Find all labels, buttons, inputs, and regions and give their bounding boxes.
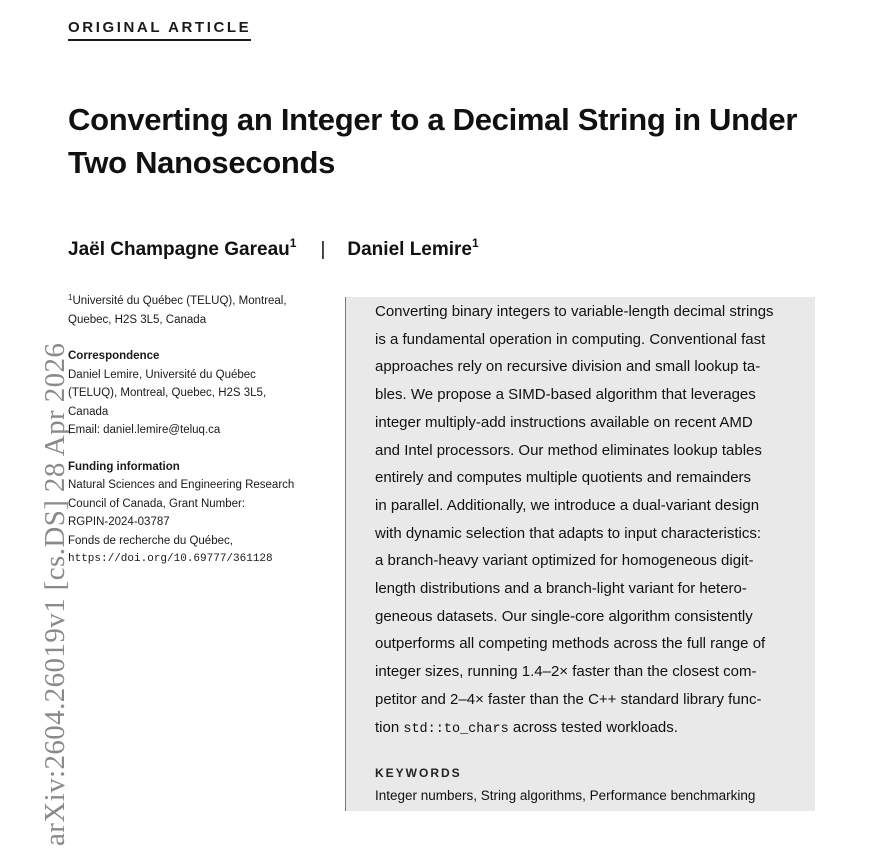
- arxiv-identifier-stamp: arXiv:2604.26019v1 [cs.DS] 28 Apr 2026: [39, 342, 71, 846]
- abstract-line: bles. We propose a SIMD-based algorithm that leverages: [375, 386, 756, 404]
- author-list: [68, 230, 479, 263]
- correspondence-line: (TELUQ), Montreal, Quebec, H2S 3L5,: [68, 387, 267, 399]
- title-line: Two Nanoseconds: [68, 145, 336, 180]
- abstract-line: Converting binary integers to variable-length decimal strings: [375, 303, 774, 320]
- funding-heading: Funding information: [68, 460, 180, 473]
- affiliation-block: [68, 289, 328, 329]
- abstract-line: in parallel. Additionally, we introduce a dual-variant design: [375, 496, 760, 514]
- funding-line: RGPIN-2024-03787: [68, 516, 170, 528]
- abstract-line: integer multiply-add instructions available on recent AMD: [375, 413, 753, 431]
- funding-line: Natural Sciences and Engineering Research: [68, 479, 295, 491]
- paper-title: [68, 98, 858, 184]
- abstract-panel: [345, 297, 815, 811]
- keywords-list: Integer numbers, String algorithms, Performance benchmarking: [375, 788, 756, 804]
- author-name: Daniel Lemire: [347, 239, 472, 260]
- title-line: Converting an Integer to a Decimal String in Under: [68, 102, 798, 137]
- correspondence-email[interactable]: Email: daniel.lemire@teluq.ca: [68, 424, 221, 436]
- abstract-line: and Intel processors. Our method eliminates lookup tables: [375, 441, 762, 459]
- author-affiliation-marker: 1: [472, 236, 479, 250]
- abstract-text: [375, 298, 807, 743]
- abstract-line: integer sizes, running 1.4–2× faster than the closest com-: [375, 663, 757, 681]
- funding-line: Fonds de recherche du Québec,: [68, 534, 233, 547]
- correspondence-block: [68, 366, 328, 440]
- correspondence-line: Canada: [68, 405, 109, 418]
- abstract-line: length distributions and a branch-light variant for hetero-: [375, 580, 747, 598]
- abstract-line: entirely and computes multiple quotients and remainders: [375, 469, 752, 487]
- metadata-sidebar: [68, 289, 328, 569]
- abstract-line: approaches rely on recursive division and small lookup ta-: [375, 358, 761, 376]
- abstract-line-prefix: tion: [375, 718, 404, 736]
- author-name: Jaël Champagne Gareau: [68, 239, 290, 260]
- abstract-line: petitor and 2–4× faster than the C++ standard library func-: [375, 690, 762, 708]
- author-separator: |: [320, 239, 326, 260]
- author-affiliation-marker: 1: [289, 236, 297, 250]
- abstract-inline-code: std::to_chars: [403, 721, 509, 737]
- affiliation-line: Université du Québec (TELUQ), Montreal,: [72, 295, 287, 307]
- affiliation-marker: 1: [68, 293, 73, 302]
- funding-block: [68, 476, 328, 569]
- funding-line: Council of Canada, Grant Number:: [68, 497, 246, 510]
- abstract-line: with dynamic selection that adapts to input characteristics:: [375, 524, 762, 542]
- abstract-line: is a fundamental operation in computing. Conventional fast: [375, 330, 766, 348]
- abstract-line: outperforms all competing methods across the full range of: [375, 635, 766, 653]
- correspondence-heading: Correspondence: [68, 350, 160, 362]
- funding-doi-link[interactable]: https://doi.org/10.69777/361128: [68, 553, 273, 565]
- keywords-heading: KEYWORDS: [375, 766, 462, 781]
- affiliation-line: Quebec, H2S 3L5, Canada: [68, 313, 207, 326]
- abstract-line: a branch-heavy variant optimized for homogeneous digit-: [375, 552, 754, 570]
- abstract-last-line: [375, 714, 807, 744]
- article-type-label: ORIGINAL ARTICLE: [68, 20, 251, 41]
- correspondence-line: Daniel Lemire, Université du Québec: [68, 368, 256, 381]
- abstract-line: geneous datasets. Our single-core algorithm consistently: [375, 607, 753, 625]
- abstract-line-suffix: across tested workloads.: [508, 718, 678, 736]
